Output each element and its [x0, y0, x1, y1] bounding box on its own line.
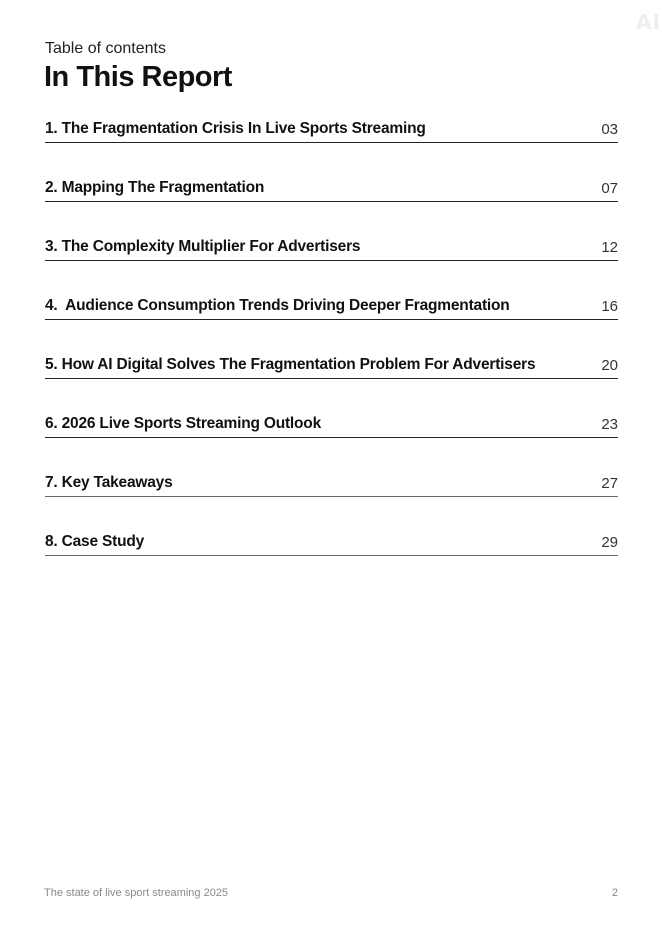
toc-entry-label: 2. Mapping The Fragmentation — [45, 179, 265, 196]
toc-entry-page-number: 29 — [601, 534, 618, 551]
toc-entry-page-number: 03 — [601, 121, 618, 138]
toc-entry-1[interactable] — [45, 118, 618, 143]
toc-entry-label: 3. The Complexity Multiplier For Advertisers — [45, 238, 361, 255]
toc-entry-2[interactable] — [45, 177, 618, 202]
toc-entry-5[interactable] — [45, 354, 618, 379]
table-of-contents — [45, 118, 618, 590]
page-title: In This Report — [44, 61, 232, 93]
toc-entry-7[interactable] — [45, 472, 618, 497]
footer-report-name: The state of live sport streaming 2025 — [44, 887, 229, 899]
toc-entry-page-number: 12 — [601, 239, 618, 256]
footer-page-number: 2 — [611, 887, 618, 899]
toc-entry-page-number: 23 — [601, 416, 618, 433]
toc-entry-label: 5. How AI Digital Solves The Fragmentation Problem For Advertisers — [45, 356, 536, 373]
toc-entry-label: 7. Key Takeaways — [45, 474, 173, 491]
section-kicker: Table of contents — [45, 40, 166, 57]
toc-entry-label: 1. The Fragmentation Crisis In Live Sports Streaming — [45, 120, 426, 137]
toc-entry-6[interactable] — [45, 413, 618, 438]
toc-entry-3[interactable] — [45, 236, 618, 261]
toc-entry-8[interactable] — [45, 531, 618, 556]
toc-entry-page-number: 27 — [601, 475, 618, 492]
toc-entry-page-number: 07 — [601, 180, 618, 197]
toc-entry-label: 8. Case Study — [45, 533, 145, 550]
toc-entry-page-number: 20 — [601, 357, 618, 374]
toc-entry-label: 4. Audience Consumption Trends Driving Deeper Fragmentation — [45, 297, 510, 314]
toc-entry-label: 6. 2026 Live Sports Streaming Outlook — [45, 415, 321, 432]
brand-logo-watermark: AI — [636, 12, 661, 32]
toc-entry-page-number: 16 — [601, 298, 618, 315]
toc-entry-4[interactable] — [45, 295, 618, 320]
